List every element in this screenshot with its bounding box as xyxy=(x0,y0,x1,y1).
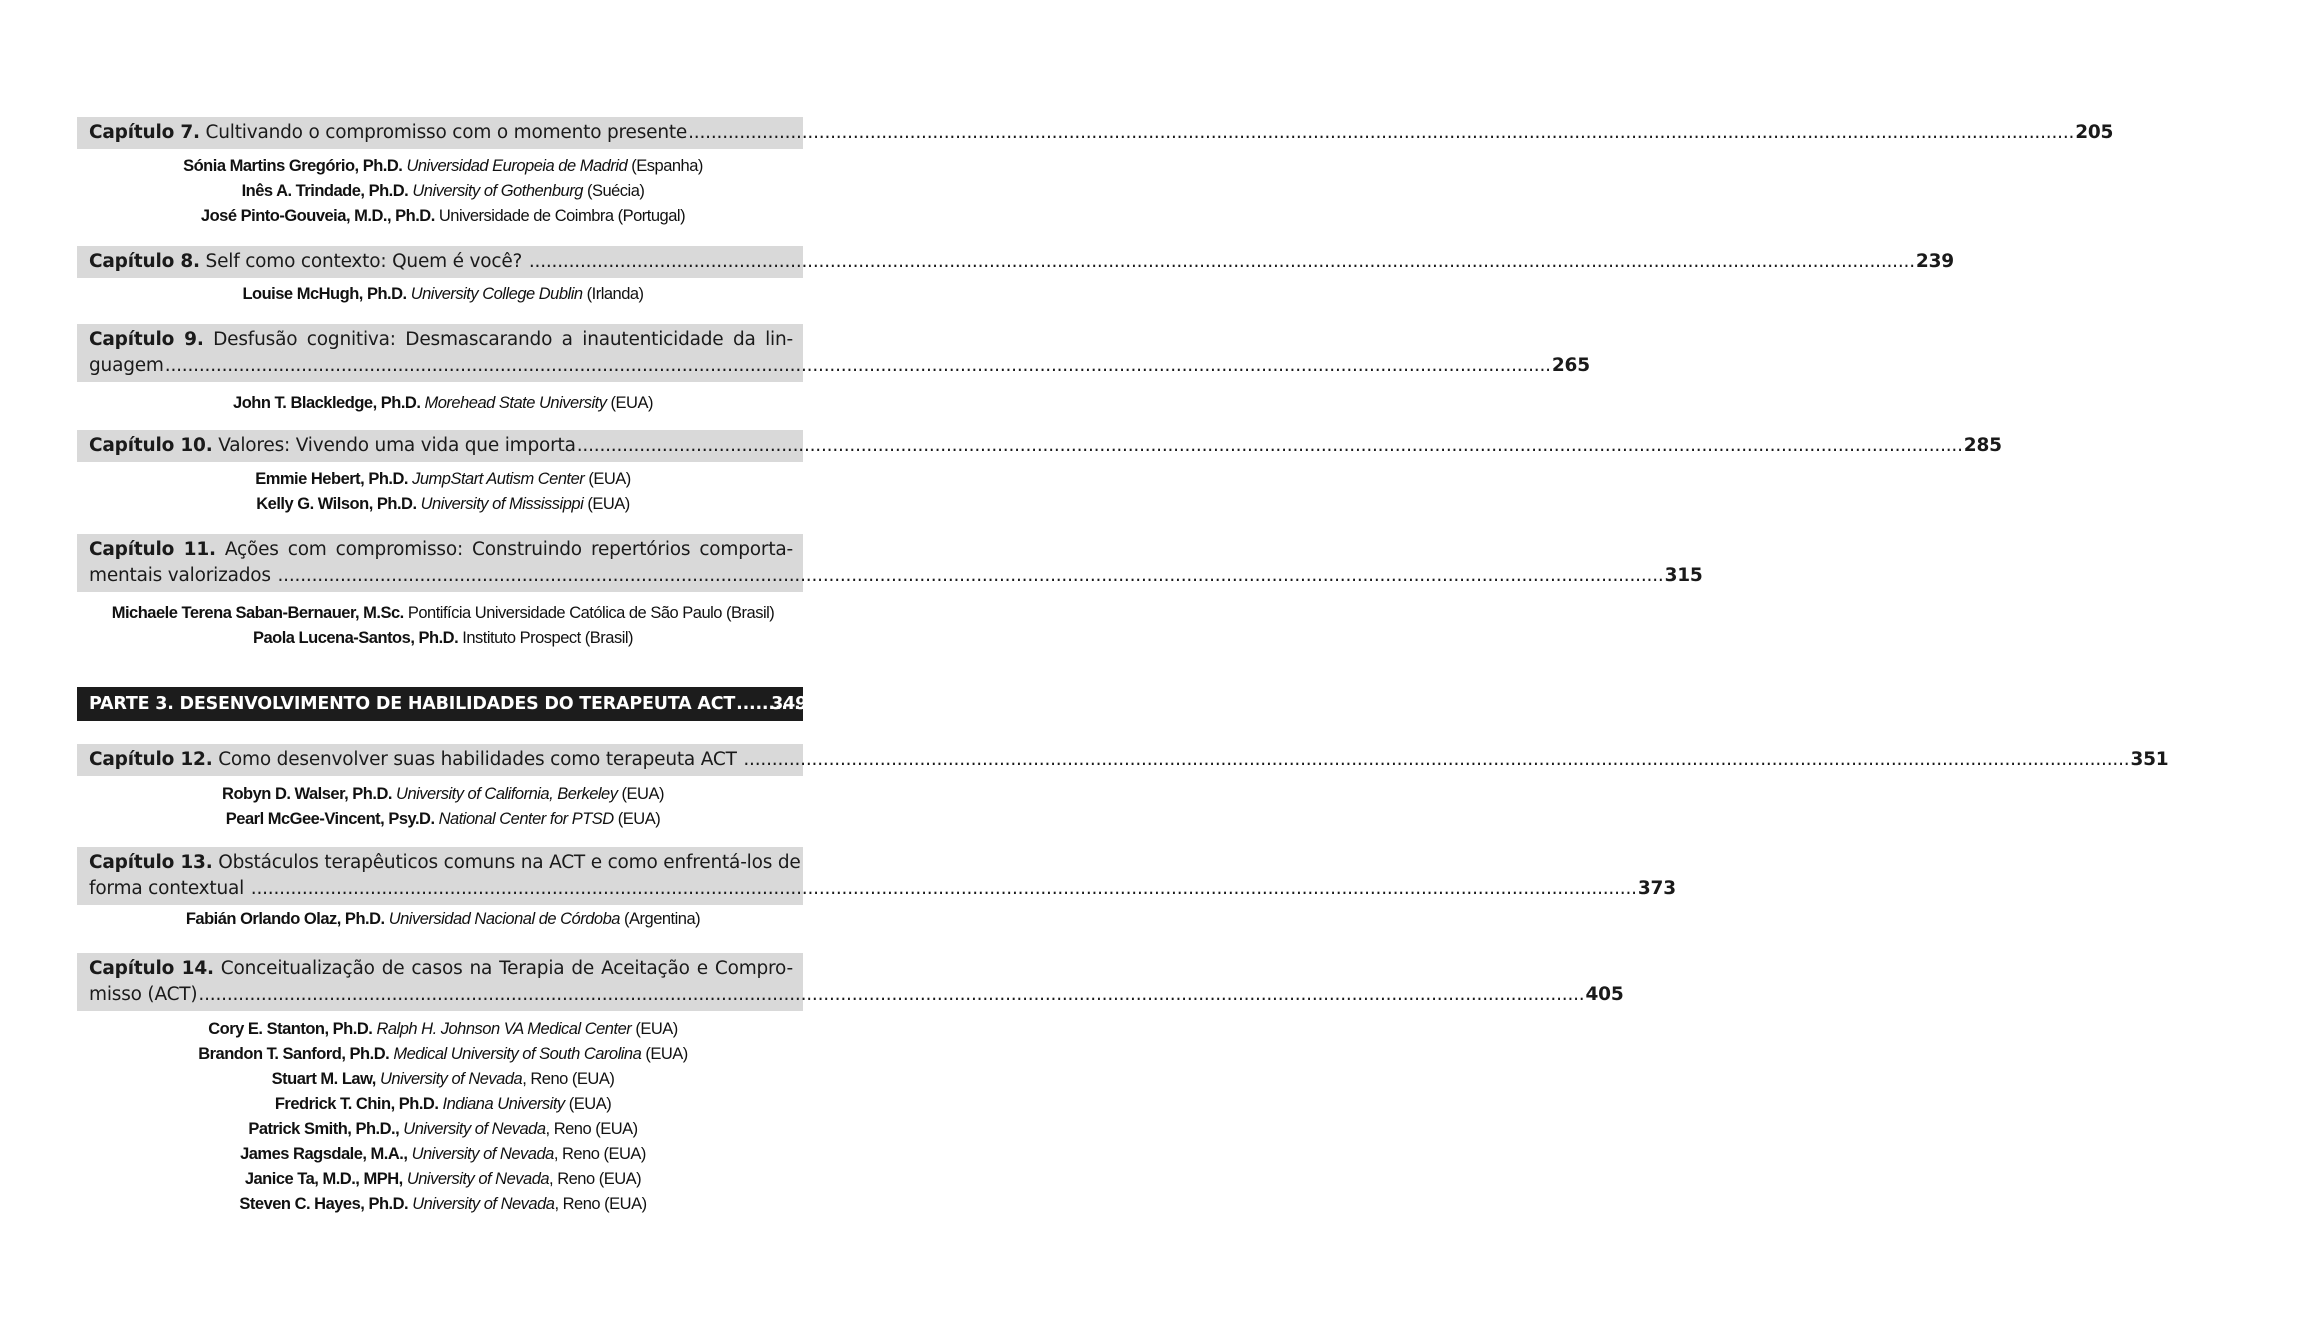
author-line xyxy=(77,1092,809,1117)
author-line xyxy=(77,492,809,517)
chapter-label: Capítulo 14. xyxy=(89,958,214,979)
chapter-label: Capítulo 10. xyxy=(89,435,213,456)
author-name: Cory E. Stanton, Ph.D. xyxy=(208,1020,373,1038)
author-country: (EUA) xyxy=(606,394,653,412)
author-institution: University of Nevada xyxy=(379,1070,523,1088)
leader-dots xyxy=(278,563,1664,589)
page-number: 405 xyxy=(1585,984,1624,1005)
author-name: Inês A. Trindade, Ph.D. xyxy=(241,182,409,200)
author-institution: JumpStart Autism Center xyxy=(412,470,585,488)
author-line xyxy=(77,1167,809,1192)
author-institution: Medical University of South Carolina xyxy=(393,1045,642,1063)
author-name: Pearl McGee-Vincent, Psy.D. xyxy=(225,810,435,828)
author-line xyxy=(77,782,809,807)
author-country: Pontifícia Universidade Católica de São Paulo (Brasil) xyxy=(403,604,775,622)
chapter-title: Ações com compromisso: Construindo repertórios comporta- xyxy=(215,539,793,560)
page-number: 349 xyxy=(771,694,808,714)
chapter-title: Cultivando o compromisso com o momento presente xyxy=(199,122,688,143)
author-name: Steven C. Hayes, Ph.D. xyxy=(239,1195,409,1213)
author-institution: University College Dublin xyxy=(410,285,583,303)
page-number: 373 xyxy=(1637,878,1676,899)
author-country: Instituto Prospect (Brasil) xyxy=(458,629,634,647)
author-line xyxy=(77,179,809,204)
part-3-heading[interactable] xyxy=(77,687,808,721)
author-country: , Reno (EUA) xyxy=(522,1070,615,1088)
chapter-title: Obstáculos terapêuticos comuns na ACT e como enfrentá-los de xyxy=(212,852,801,873)
author-institution: Ralph H. Johnson VA Medical Center xyxy=(376,1020,632,1038)
author-institution: University of Nevada xyxy=(406,1170,550,1188)
chapter-label: Capítulo 9. xyxy=(89,329,204,350)
author-line xyxy=(77,807,809,832)
chapter-7-authors xyxy=(77,154,809,229)
author-name: Stuart M. Law, xyxy=(271,1070,376,1088)
author-name: Robyn D. Walser, Ph.D. xyxy=(222,785,392,803)
chapter-9-authors xyxy=(77,391,809,416)
author-name: James Ragsdale, M.A., xyxy=(240,1145,408,1163)
chapter-label: Capítulo 7. xyxy=(89,122,200,143)
author-country: , Reno (EUA) xyxy=(553,1145,646,1163)
chapter-title-continued: misso (ACT) xyxy=(89,984,198,1005)
author-name: Fabián Orlando Olaz, Ph.D. xyxy=(185,910,385,928)
chapter-title: Como desenvolver suas habilidades como terapeuta ACT xyxy=(212,749,743,770)
author-line xyxy=(77,282,809,307)
author-institution: University of Nevada xyxy=(412,1195,555,1213)
author-country: (EUA) xyxy=(584,470,631,488)
author-country: (EUA) xyxy=(631,1020,678,1038)
author-name: José Pinto-Gouveia, M.D., Ph.D. xyxy=(200,207,435,225)
author-country: , Reno (EUA) xyxy=(554,1195,647,1213)
author-country: (EUA) xyxy=(583,495,630,513)
author-name: Michaele Terena Saban-Bernauer, M.Sc. xyxy=(111,604,404,622)
chapter-11-authors xyxy=(77,601,809,651)
author-country: (Espanha) xyxy=(627,157,703,175)
author-institution: Indiana University xyxy=(442,1095,565,1113)
author-line xyxy=(77,1042,809,1067)
author-name: Fredrick T. Chin, Ph.D. xyxy=(274,1095,439,1113)
author-institution: Morehead State University xyxy=(424,394,607,412)
chapter-13-heading[interactable] xyxy=(77,847,1676,905)
chapter-14-authors xyxy=(77,1017,809,1217)
chapter-title: Valores: Vivendo uma vida que importa xyxy=(212,435,576,456)
leader-dots xyxy=(736,691,770,717)
author-name: Brandon T. Sanford, Ph.D. xyxy=(198,1045,390,1063)
author-institution: University of Nevada xyxy=(411,1145,554,1163)
chapter-12-heading[interactable] xyxy=(77,744,2169,776)
author-institution: Universidad Nacional de Córdoba xyxy=(388,910,620,928)
author-institution: University of Nevada xyxy=(403,1120,546,1138)
page-number: 285 xyxy=(1963,435,2002,456)
chapter-10-authors xyxy=(77,467,809,517)
author-name: Louise McHugh, Ph.D. xyxy=(242,285,407,303)
chapter-8-heading[interactable] xyxy=(77,246,1954,278)
author-line xyxy=(77,204,809,229)
part-title: PARTE 3. DESENVOLVIMENTO DE HABILIDADES DO TERAPEUTA ACT xyxy=(89,694,736,714)
author-country: (EUA) xyxy=(564,1095,612,1113)
author-line xyxy=(77,626,809,651)
chapter-title-continued: guagem xyxy=(89,355,164,376)
leader-dots xyxy=(198,982,1584,1008)
author-country: (EUA) xyxy=(641,1045,688,1063)
chapter-label: Capítulo 12. xyxy=(89,749,213,770)
chapter-title-continued: mentais valorizados xyxy=(89,565,277,586)
author-line xyxy=(77,391,809,416)
author-country: , Reno (EUA) xyxy=(549,1170,642,1188)
author-institution: National Center for PTSD xyxy=(438,810,614,828)
page-number: 315 xyxy=(1664,565,1703,586)
author-country: (EUA) xyxy=(617,785,664,803)
author-name: John T. Blackledge, Ph.D. xyxy=(233,394,421,412)
author-country: (EUA) xyxy=(613,810,661,828)
page-number: 265 xyxy=(1551,355,1590,376)
author-line xyxy=(77,467,809,492)
chapter-title-continued: forma contextual xyxy=(89,878,250,899)
chapter-12-authors xyxy=(77,782,809,832)
leader-dots xyxy=(743,747,2129,773)
page-number: 239 xyxy=(1915,251,1954,272)
author-line xyxy=(77,1017,809,1042)
author-country: (Irlanda) xyxy=(582,285,644,303)
author-institution: University of California, Berkeley xyxy=(396,785,618,803)
chapter-title: Desfusão cognitiva: Desmascarando a inautenticidade da lin- xyxy=(203,329,793,350)
author-institution: University of Mississippi xyxy=(420,495,584,513)
chapter-9-heading[interactable] xyxy=(77,324,1590,382)
chapter-label: Capítulo 13. xyxy=(89,852,213,873)
author-line xyxy=(77,907,809,932)
author-line xyxy=(77,1117,809,1142)
author-institution: University of Gothenburg xyxy=(412,182,583,200)
leader-dots xyxy=(165,353,1551,379)
author-line xyxy=(77,601,809,626)
chapter-7-heading[interactable] xyxy=(77,117,2114,149)
chapter-8-authors xyxy=(77,282,809,307)
chapter-title: Conceitualização de casos na Terapia de Aceitação e Compro- xyxy=(213,958,793,979)
leader-dots xyxy=(251,876,1637,902)
author-name: Patrick Smith, Ph.D., xyxy=(248,1120,400,1138)
leader-dots xyxy=(577,433,1963,459)
chapter-13-authors xyxy=(77,907,809,932)
chapter-10-heading[interactable] xyxy=(77,430,2002,462)
page-number: 205 xyxy=(2075,122,2114,143)
author-name: Emmie Hebert, Ph.D. xyxy=(255,470,408,488)
author-line xyxy=(77,1067,809,1092)
chapter-label: Capítulo 8. xyxy=(89,251,200,272)
author-institution: Universidad Europeia de Madrid xyxy=(406,157,628,175)
author-line xyxy=(77,1142,809,1167)
page-number: 351 xyxy=(2130,749,2169,770)
chapter-14-heading[interactable] xyxy=(77,953,1624,1011)
author-name: Sónia Martins Gregório, Ph.D. xyxy=(183,157,403,175)
chapter-label: Capítulo 11. xyxy=(89,539,216,560)
author-country: Universidade de Coimbra (Portugal) xyxy=(434,207,686,225)
author-line xyxy=(77,154,809,179)
leader-dots xyxy=(688,120,2074,146)
author-country: (Argentina) xyxy=(619,910,701,928)
author-name: Janice Ta, M.D., MPH, xyxy=(244,1170,403,1188)
author-country: (Suécia) xyxy=(582,182,645,200)
leader-dots xyxy=(529,249,1915,275)
chapter-11-heading[interactable] xyxy=(77,534,1703,592)
author-name: Paola Lucena-Santos, Ph.D. xyxy=(252,629,459,647)
author-name: Kelly G. Wilson, Ph.D. xyxy=(256,495,417,513)
author-country: , Reno (EUA) xyxy=(545,1120,638,1138)
chapter-title: Self como contexto: Quem é você? xyxy=(199,251,528,272)
author-line xyxy=(77,1192,809,1217)
